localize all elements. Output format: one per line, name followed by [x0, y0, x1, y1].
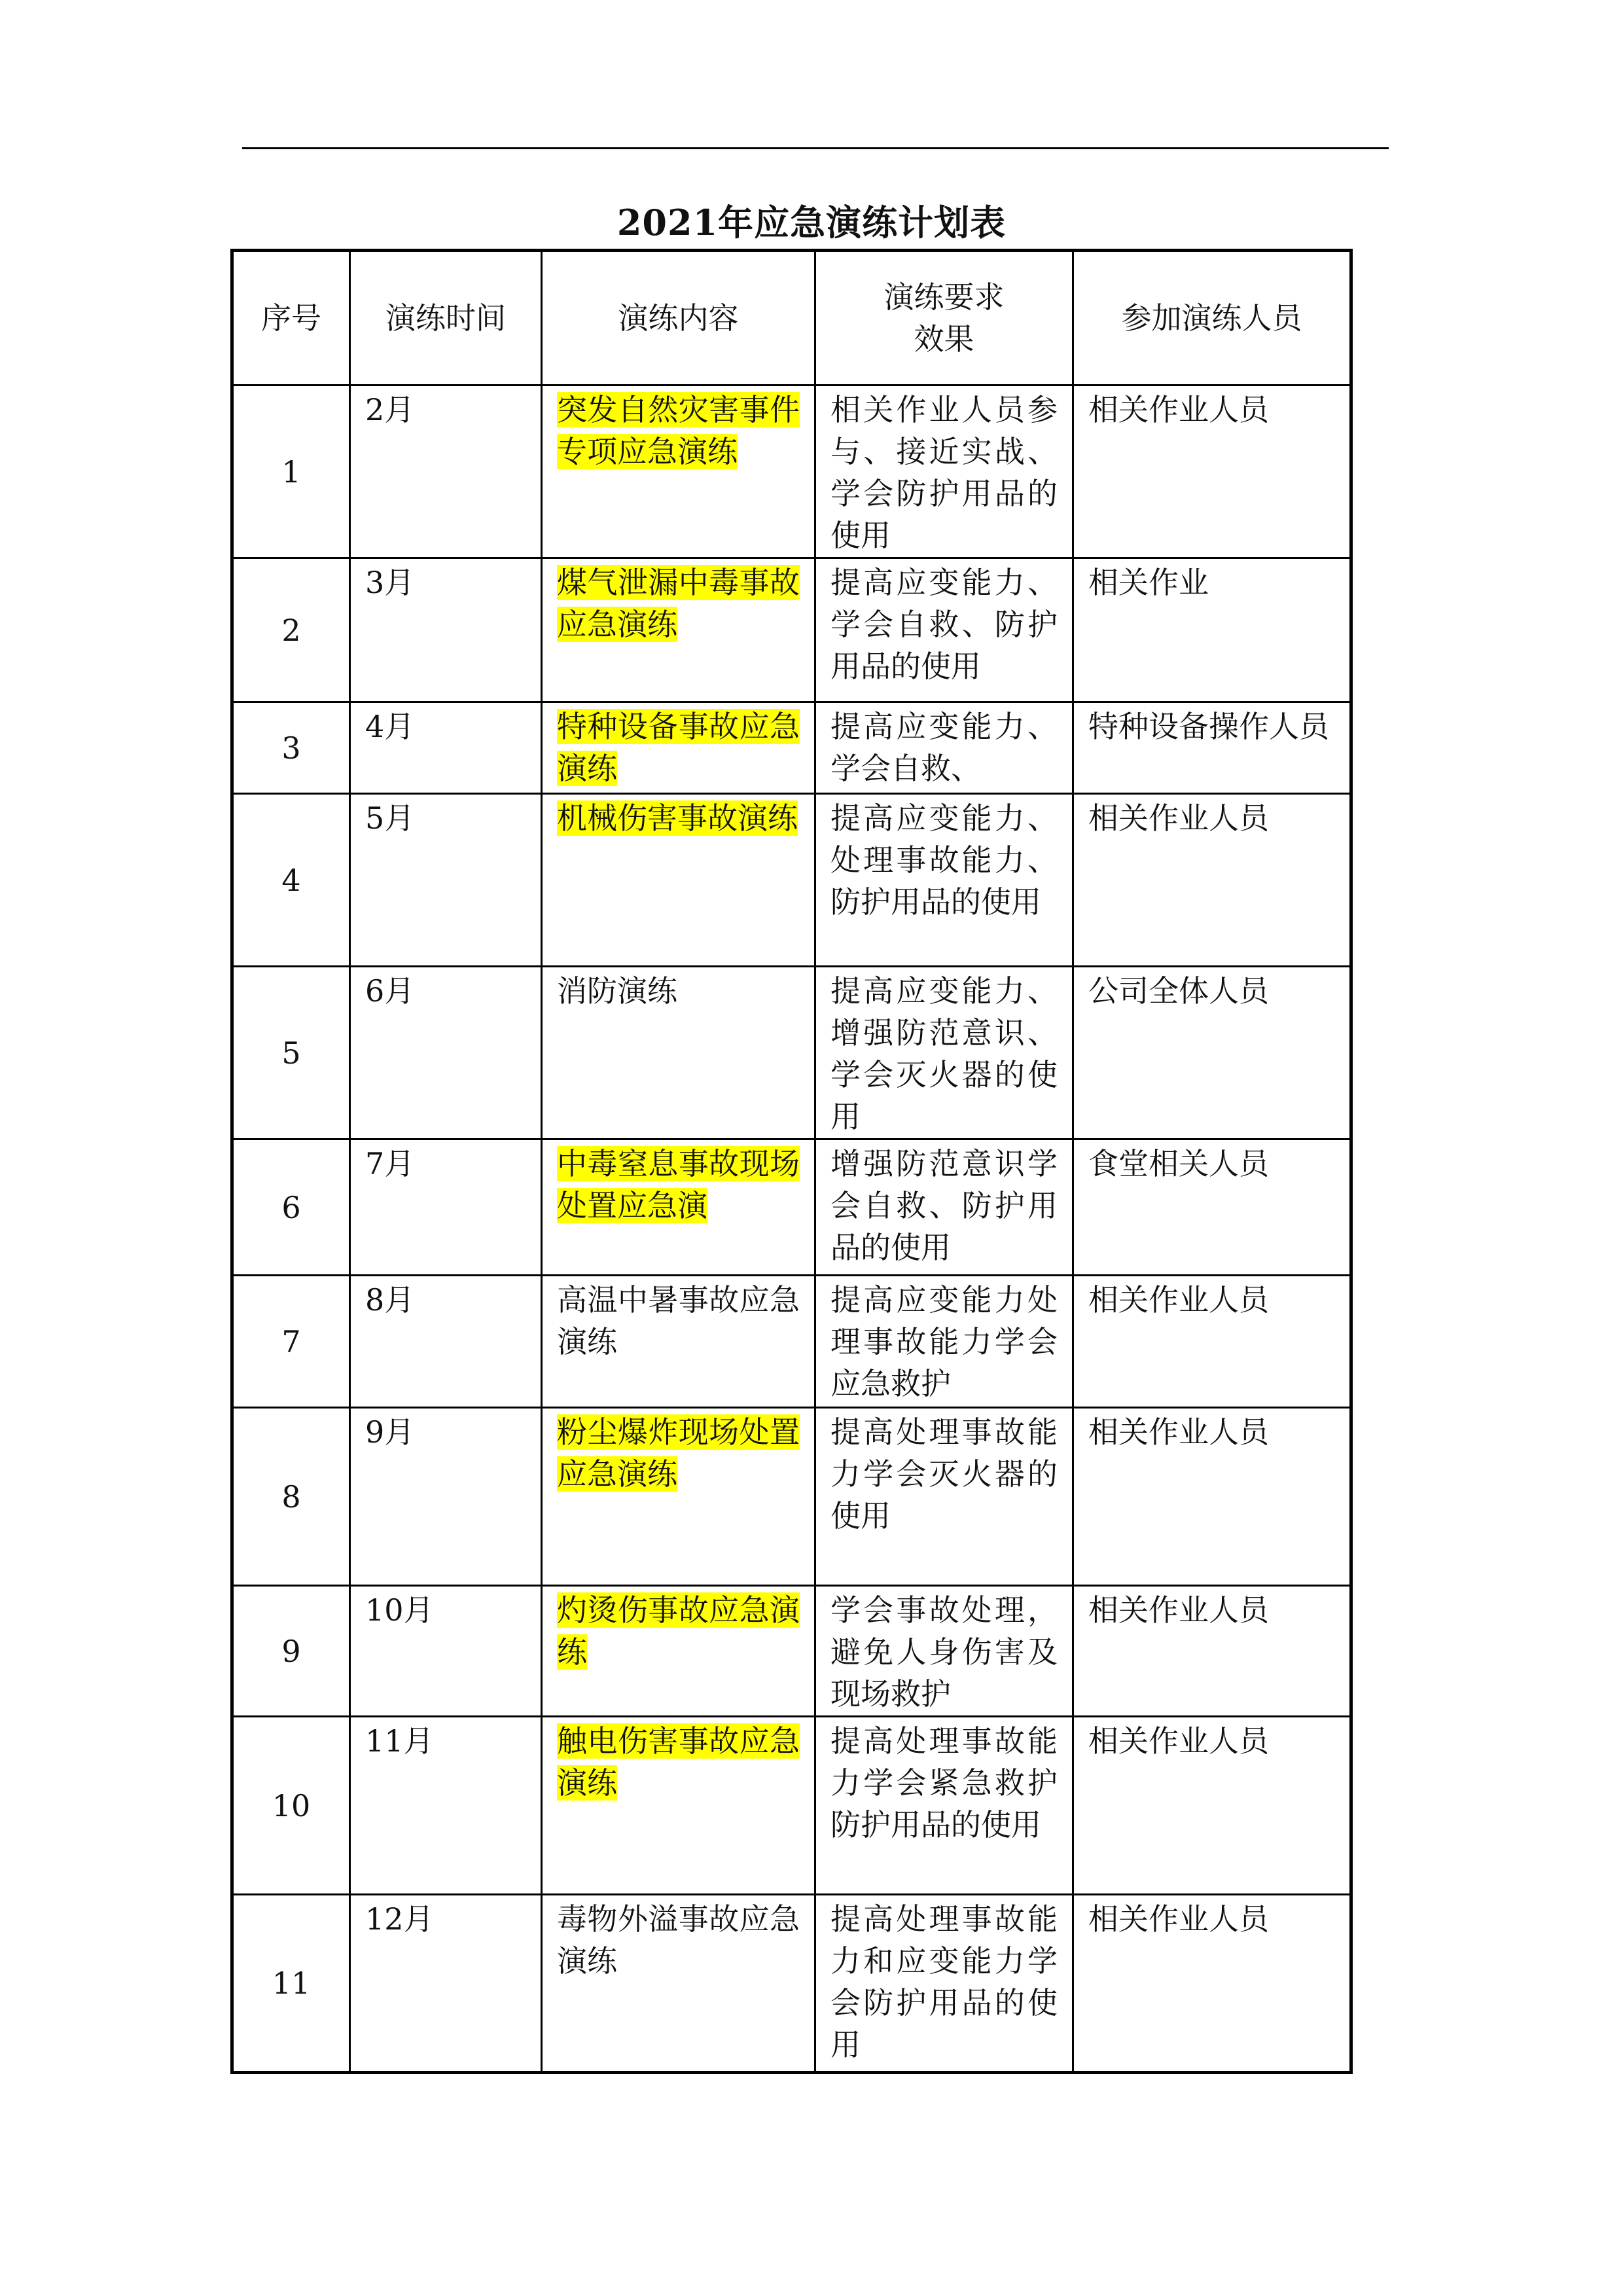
row-seq: 10	[232, 1717, 350, 1895]
row-effect: 增强防范意识学会自救、防护用品的使用	[815, 1139, 1073, 1276]
row-content	[542, 1139, 815, 1276]
row-content-text: 煤气泄漏中毒事故应急演练	[557, 565, 800, 642]
row-effect: 提高处理事故能力学会紧急救护防护用品的使用	[815, 1717, 1073, 1895]
row-people: 相关作业人员	[1073, 1408, 1351, 1586]
row-time: 9月	[350, 1408, 542, 1586]
header-content: 演练内容	[542, 251, 815, 386]
row-content	[542, 1717, 815, 1895]
row-effect: 提高应变能力、学会自救、防护用品的使用	[815, 558, 1073, 702]
header-time: 演练时间	[350, 251, 542, 386]
table-row	[232, 1139, 1351, 1276]
row-people: 相关作业人员	[1073, 1717, 1351, 1895]
header-effect-line1: 演练要求	[883, 279, 1005, 315]
row-content	[542, 386, 815, 558]
row-people: 相关作业	[1073, 558, 1351, 702]
drill-plan-table	[230, 249, 1353, 2074]
row-time: 2月	[350, 386, 542, 558]
row-seq: 4	[232, 794, 350, 967]
row-content-text: 粉尘爆炸现场处置应急演练	[557, 1414, 800, 1492]
table-row	[232, 386, 1351, 558]
row-seq: 9	[232, 1586, 350, 1717]
row-content-text: 灼烫伤事故应急演练	[557, 1592, 800, 1670]
row-effect: 提高处理事故能力学会灭火器的使用	[815, 1408, 1073, 1586]
row-seq: 8	[232, 1408, 350, 1586]
header-seq: 序号	[232, 251, 350, 386]
header-effect-line2: 效果	[914, 321, 974, 357]
row-content	[542, 1276, 815, 1408]
row-content-text: 特种设备事故应急演练	[557, 709, 800, 786]
row-effect: 提高应变能力、学会自救、	[815, 702, 1073, 794]
row-time: 5月	[350, 794, 542, 967]
row-effect: 相关作业人员参与、接近实战、学会防护用品的使用	[815, 386, 1073, 558]
table-row	[232, 1586, 1351, 1717]
table-header-row	[232, 251, 1351, 386]
row-people: 相关作业人员	[1073, 1895, 1351, 2073]
row-seq: 6	[232, 1139, 350, 1276]
row-content-text: 高温中暑事故应急演练	[557, 1282, 800, 1359]
row-seq: 2	[232, 558, 350, 702]
header-people: 参加演练人员	[1073, 251, 1351, 386]
row-content	[542, 1895, 815, 2073]
row-content-text: 中毒窒息事故现场处置应急演	[557, 1146, 800, 1223]
header-effect	[815, 251, 1073, 386]
table-row	[232, 1895, 1351, 2073]
row-content	[542, 558, 815, 702]
row-time: 12月	[350, 1895, 542, 2073]
row-people: 相关作业人员	[1073, 1586, 1351, 1717]
row-content-text: 突发自然灾害事件专项应急演练	[557, 392, 800, 469]
row-time: 10月	[350, 1586, 542, 1717]
row-content-text: 消防演练	[557, 973, 677, 1009]
row-seq: 3	[232, 702, 350, 794]
row-people: 相关作业人员	[1073, 794, 1351, 967]
row-people: 特种设备操作人员	[1073, 702, 1351, 794]
row-people: 相关作业人员	[1073, 386, 1351, 558]
row-content-text: 机械伤害事故演练	[557, 800, 798, 836]
table-row	[232, 794, 1351, 967]
table-row	[232, 1717, 1351, 1895]
row-people: 相关作业人员	[1073, 1276, 1351, 1408]
row-content-text: 触电伤害事故应急演练	[557, 1723, 800, 1801]
row-effect: 提高应变能力、处理事故能力、防护用品的使用	[815, 794, 1073, 967]
table-row	[232, 702, 1351, 794]
row-content	[542, 794, 815, 967]
header-rule	[242, 147, 1389, 149]
row-seq: 7	[232, 1276, 350, 1408]
row-content-text: 毒物外溢事故应急演练	[557, 1901, 800, 1979]
table-row	[232, 1276, 1351, 1408]
table-row	[232, 967, 1351, 1139]
row-seq: 1	[232, 386, 350, 558]
row-time: 6月	[350, 967, 542, 1139]
row-time: 7月	[350, 1139, 542, 1276]
row-content	[542, 967, 815, 1139]
row-seq: 11	[232, 1895, 350, 2073]
row-time: 4月	[350, 702, 542, 794]
row-content	[542, 1586, 815, 1717]
row-effect: 提高应变能力、增强防范意识、学会灭火器的使用	[815, 967, 1073, 1139]
row-time: 11月	[350, 1717, 542, 1895]
table-row	[232, 558, 1351, 702]
page-title: 2021年应急演练计划表	[616, 202, 1007, 243]
row-seq: 5	[232, 967, 350, 1139]
table-row	[232, 1408, 1351, 1586]
row-time: 3月	[350, 558, 542, 702]
row-people: 食堂相关人员	[1073, 1139, 1351, 1276]
row-effect: 提高处理事故能力和应变能力学会防护用品的使用	[815, 1895, 1073, 2073]
row-content	[542, 702, 815, 794]
row-effect: 提高应变能力处理事故能力学会应急救护	[815, 1276, 1073, 1408]
row-effect: 学会事故处理，避免人身伤害及现场救护	[815, 1586, 1073, 1717]
row-people: 公司全体人员	[1073, 967, 1351, 1139]
row-content	[542, 1408, 815, 1586]
row-time: 8月	[350, 1276, 542, 1408]
